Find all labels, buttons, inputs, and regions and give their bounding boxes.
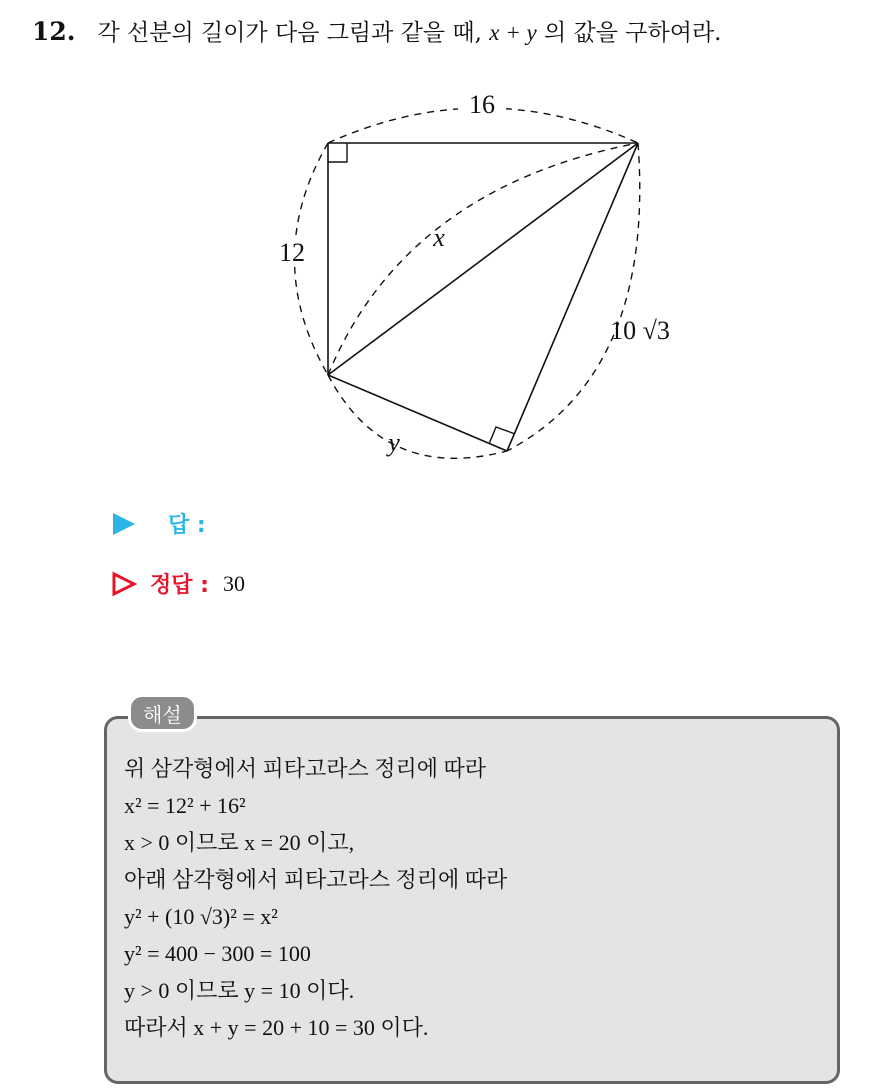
label-left-12: 12 xyxy=(279,238,305,267)
label-right-10-root-3: 10 √3 xyxy=(610,316,670,345)
label-bottom-y: y xyxy=(388,428,400,457)
solution-line: y² = 400 − 300 = 100 xyxy=(124,941,311,966)
geometry-figure-svg xyxy=(255,78,715,478)
solution-tag: 해설 xyxy=(128,694,197,732)
solution-lines xyxy=(124,754,507,1050)
answer-row xyxy=(110,508,206,539)
segment-right xyxy=(507,143,638,451)
correct-answer-row xyxy=(110,568,245,599)
solution-line: x > 0 이므로 x = 20 이고, xyxy=(124,830,355,855)
question xyxy=(32,14,721,47)
solution-line: 아래 삼각형에서 피타고라스 정리에 따라 xyxy=(124,867,508,892)
solution-line: x² = 12² + 16² xyxy=(124,793,246,818)
geometry-figure xyxy=(255,78,715,478)
answer-label: 답 : xyxy=(168,513,206,538)
solution-line: 위 삼각형에서 피타고라스 정리에 따라 xyxy=(124,756,487,781)
right-angle-marker-top xyxy=(328,143,347,162)
solution-line: y² + (10 √3)² = x² xyxy=(124,904,278,929)
segment-bottom xyxy=(328,375,507,451)
outline-triangle-icon xyxy=(110,570,138,598)
dashed-arc-bottom xyxy=(328,375,507,458)
label-top-16: 16 xyxy=(469,90,495,119)
question-text: 각 선분의 길이가 다음 그림과 같을 때, xyxy=(97,20,490,46)
question-number: 12. xyxy=(32,17,76,46)
solution-line: 따라서 x + y = 20 + 10 = 30 이다. xyxy=(124,1015,429,1040)
question-expression: x + y xyxy=(489,20,537,45)
question-text-end: 의 값을 구하여라. xyxy=(536,20,722,46)
correct-answer-value: 30 xyxy=(222,570,245,596)
label-hypotenuse-x: x xyxy=(433,223,445,252)
segment-hypotenuse-x xyxy=(328,143,638,375)
solution-line: y > 0 이므로 y = 10 이다. xyxy=(124,978,355,1003)
play-triangle-icon xyxy=(110,510,138,538)
correct-answer-label: 정답 : xyxy=(150,573,209,598)
